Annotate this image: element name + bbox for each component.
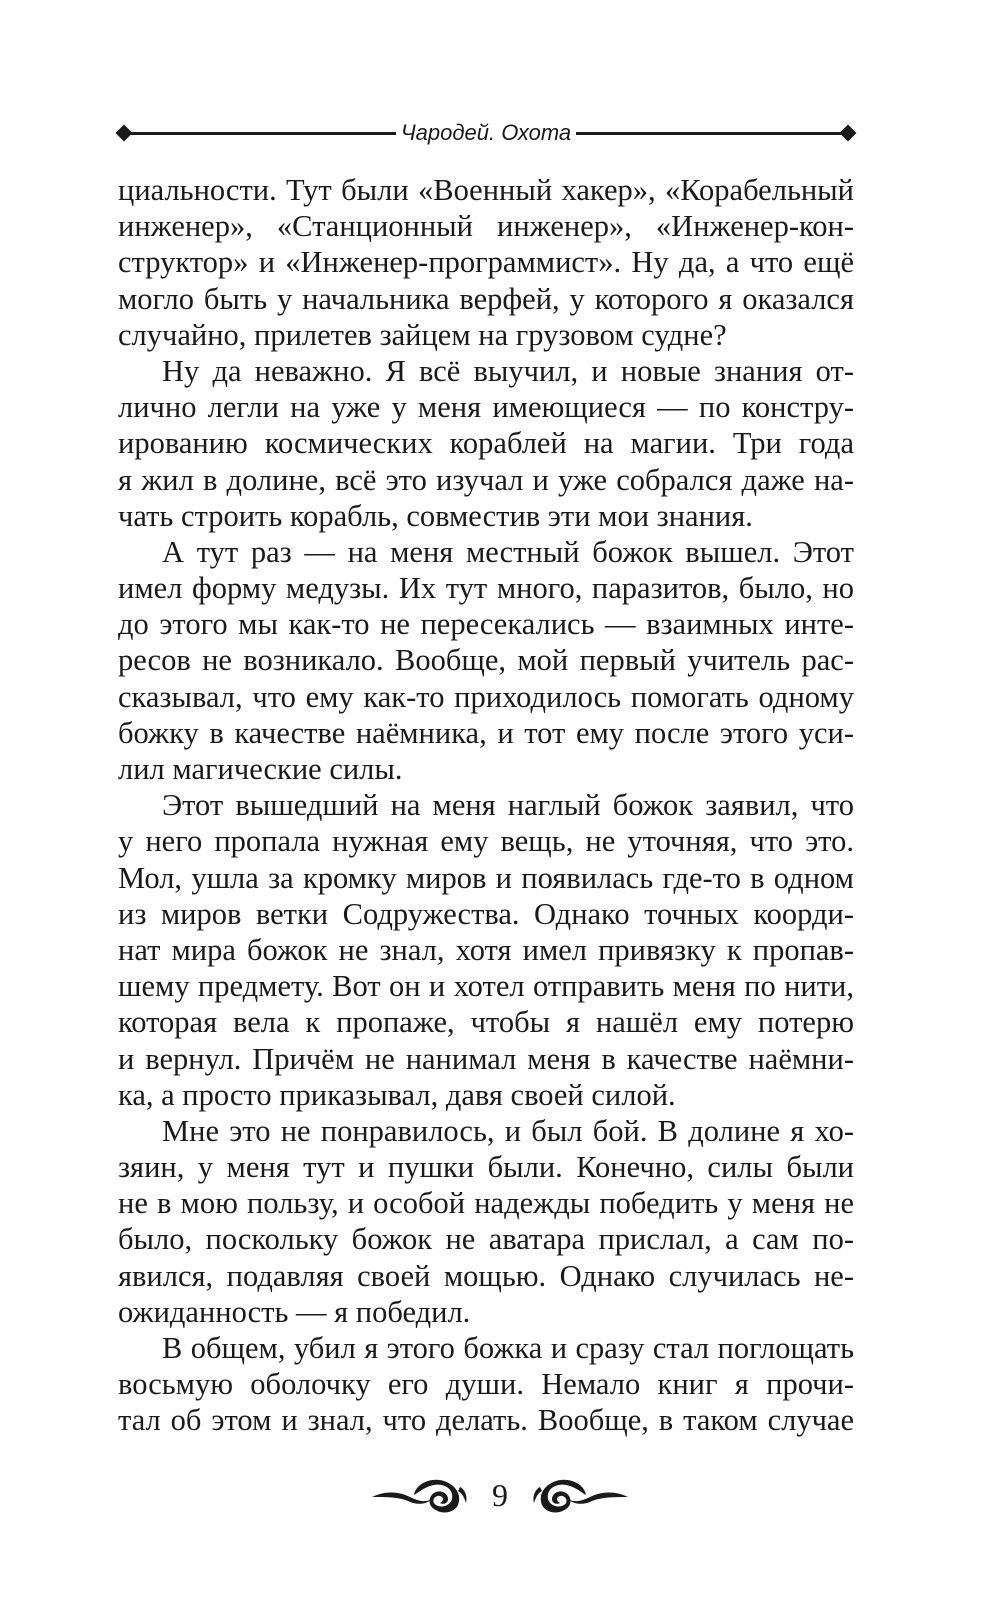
text-line: лил магические силы. (118, 752, 403, 786)
text-line: которая вела к пропаже, чтобы я нашёл ему потерю (118, 1005, 854, 1040)
text-line: было, поскольку божок не аватара прислал, а сам по- (118, 1222, 854, 1257)
text-line: зяин, у меня тут и пушки были. Конечно, силы были (118, 1150, 854, 1185)
running-title: Чародей. Охота (400, 120, 572, 145)
header-ornament-right-icon (840, 125, 857, 142)
text-line: Мне это не понравилось, и был бой. В долине я хо- (162, 1113, 854, 1148)
text-line: циальности. Тут были «Военный хакер», «Корабельный (118, 173, 854, 207)
text-line: могло быть у начальника верфей, у которого я оказался (118, 281, 854, 316)
text-line: у него пропала нужная ему вещь, не уточняя, что это. (118, 824, 854, 859)
body-text (118, 172, 854, 1439)
text-line: Этот вышедший на меня наглый божок заявил, что (162, 788, 854, 823)
text-line: имел форму медузы. Их тут много, паразитов, было, но (118, 571, 854, 606)
text-line: чать строить корабль, совместив эти мои знания. (118, 498, 753, 533)
text-line: А тут раз — на меня местный божок вышел. Этот (162, 534, 854, 569)
text-line: лично легли на уже у меня имеющиеся — по констру- (118, 390, 854, 425)
text-line: случайно, прилетев зайцем на грузовом судне? (118, 317, 727, 352)
flourish-right-icon (530, 1475, 630, 1515)
running-header (118, 118, 854, 148)
text-line: ированию космических кораблей на магии. Три года (118, 426, 854, 461)
flourish-left-icon (370, 1475, 470, 1515)
text-line: структор» и «Инженер-программист». Ну да, а что ещё (118, 245, 854, 280)
text-line: восьмую оболочку его души. Немало книг я прочи- (118, 1367, 854, 1402)
text-line: божку в качестве наёмника, и тот ему после этого уси- (118, 715, 854, 750)
text-line: Ну да неважно. Я всё выучил, и новые знания от- (162, 353, 854, 388)
page-folio (370, 1465, 630, 1525)
text-line: я жил в долине, всё это изучал и уже собрался даже на- (118, 462, 854, 497)
text-line: инженер», «Станционный инженер», «Инженер-кон- (118, 209, 854, 244)
text-line: тал об этом и знал, что делать. Вообще, в таком случае (118, 1403, 854, 1438)
text-line: ресов не возникало. Вообще, мой первый учитель рас- (118, 643, 854, 678)
text-line: ожиданность — я победил. (118, 1294, 471, 1329)
text-line: Мол, ушла за кромку миров и появилась где-то в одном (118, 860, 854, 895)
text-line: сказывал, что ему как-то приходилось помогать одному (118, 679, 854, 714)
text-line: ка, а просто приказывал, давя своей силой. (118, 1077, 676, 1112)
text-line: явился, подавляя своей мощью. Однако случилась не- (118, 1258, 854, 1293)
text-line: из миров ветки Содружества. Однако точных коорди- (118, 896, 854, 931)
text-line: и вернул. Причём не нанимал меня в качестве наёмни- (118, 1041, 854, 1076)
text-line: нат мира божок не знал, хотя имел привязку к пропав- (118, 932, 854, 967)
text-line: шему предмету. Вот он и хотел отправить меня по нити, (118, 969, 854, 1004)
text-line: В общем, убил я этого божка и сразу стал поглощать (162, 1331, 854, 1365)
header-rule-left (128, 132, 396, 135)
text-line: до этого мы как-то не пересекались — взаимных инте- (118, 607, 854, 642)
page-number: 9 (492, 1477, 508, 1513)
header-rule-right (576, 132, 844, 135)
text-line: не в мою пользу, и особой надежды победить у меня не (118, 1186, 854, 1221)
